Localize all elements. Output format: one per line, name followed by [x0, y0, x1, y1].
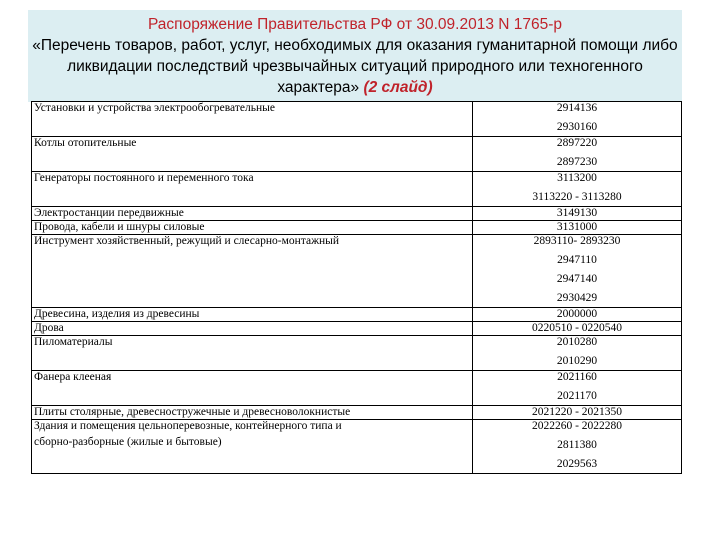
item-codes-cell: [473, 137, 682, 172]
okp-code: 2021220 - 2021350: [531, 406, 623, 418]
item-codes-cell: [473, 371, 682, 406]
table-row: [32, 102, 682, 137]
okp-code: 3113200: [557, 172, 597, 184]
okp-code: 2930429: [556, 292, 598, 304]
item-name-text: Генераторы постоянного и переменного тока: [34, 172, 254, 184]
item-name-text: Дрова: [34, 322, 64, 334]
okp-code: 2947140: [556, 273, 598, 285]
goods-table-body: [32, 102, 682, 474]
item-name-cell: [32, 235, 473, 308]
item-name-text: Установки и устройства электрообогревательные: [34, 102, 275, 114]
okp-code: 2010280: [556, 336, 598, 348]
okp-code: 2000000: [556, 308, 598, 320]
item-name-cell: [32, 420, 473, 474]
slide-subtitle: [28, 35, 682, 98]
table-row: [32, 207, 682, 221]
table-row: [32, 420, 682, 474]
item-codes-cell: [473, 308, 682, 322]
item-codes-cell: [473, 172, 682, 207]
item-name-cell: [32, 102, 473, 137]
okp-code: 2022260 - 2022280: [531, 420, 623, 432]
okp-code: 2893110- 2893230: [533, 235, 621, 247]
okp-code: 2021170: [557, 390, 597, 402]
item-codes-cell: [473, 420, 682, 474]
okp-code: 2947110: [557, 254, 597, 266]
item-name-text: Инструмент хозяйственный, режущий и слесарно-монтажный: [34, 235, 340, 247]
okp-code: 0220510 - 0220540: [531, 322, 623, 334]
item-name-cell: [32, 371, 473, 406]
table-row: [32, 137, 682, 172]
item-codes-cell: [473, 102, 682, 137]
item-name-text: Плиты столярные, древесностружечные и древесноволокнистые: [34, 406, 351, 418]
item-codes-cell: [473, 235, 682, 308]
okp-code: 3113220 - 3113280: [532, 191, 622, 203]
slide-number-label: (2 слайд): [363, 79, 433, 96]
goods-table: [31, 101, 682, 474]
okp-code: 2021160: [557, 371, 597, 383]
item-name-text: Провода, кабели и шнуры силовые: [34, 221, 205, 233]
okp-code: 3131000: [556, 221, 598, 233]
okp-code: 2930160: [556, 121, 598, 133]
item-name-text: Фанера клееная: [34, 371, 112, 383]
okp-code: 3149130: [556, 207, 598, 219]
item-name-cell: [32, 137, 473, 172]
item-name-text: Здания и помещения цельноперевозные, контейнерного типа и: [34, 420, 342, 432]
item-name-cell: [32, 322, 473, 336]
table-row: [32, 308, 682, 322]
item-name-cell: [32, 221, 473, 235]
okp-code: 2914136: [556, 102, 598, 114]
okp-code: 2897230: [556, 156, 598, 168]
okp-code: 2029563: [556, 458, 598, 470]
item-name-text: сборно-разборные (жилые и бытовые): [34, 436, 222, 448]
item-name-cell: [32, 172, 473, 207]
item-codes-cell: [473, 207, 682, 221]
item-name-text: Пиломатериалы: [34, 336, 113, 348]
okp-code: 2010290: [556, 355, 598, 367]
okp-code: 2897220: [556, 137, 598, 149]
table-row: [32, 172, 682, 207]
table-row: [32, 336, 682, 371]
slide-header: [28, 10, 682, 102]
slide-title: Распоряжение Правительства РФ от 30.09.2013 N 1765-р: [147, 16, 563, 33]
okp-code: 2811380: [557, 439, 597, 451]
item-name-text: Древесина, изделия из древесины: [34, 308, 200, 320]
item-name-text: Электростанции передвижные: [34, 207, 184, 219]
item-codes-cell: [473, 336, 682, 371]
table-row: [32, 235, 682, 308]
item-name-cell: [32, 308, 473, 322]
item-name-cell: [32, 207, 473, 221]
item-name-text: Котлы отопительные: [34, 137, 137, 149]
item-name-cell: [32, 336, 473, 371]
subtitle-text: «Перечень товаров, работ, услуг, необходимых для оказания гуманитарной помощи либо ликвидации последствий чрезвычайных ситуаций природного или техногенного характера»: [32, 37, 678, 96]
table-row: [32, 371, 682, 406]
